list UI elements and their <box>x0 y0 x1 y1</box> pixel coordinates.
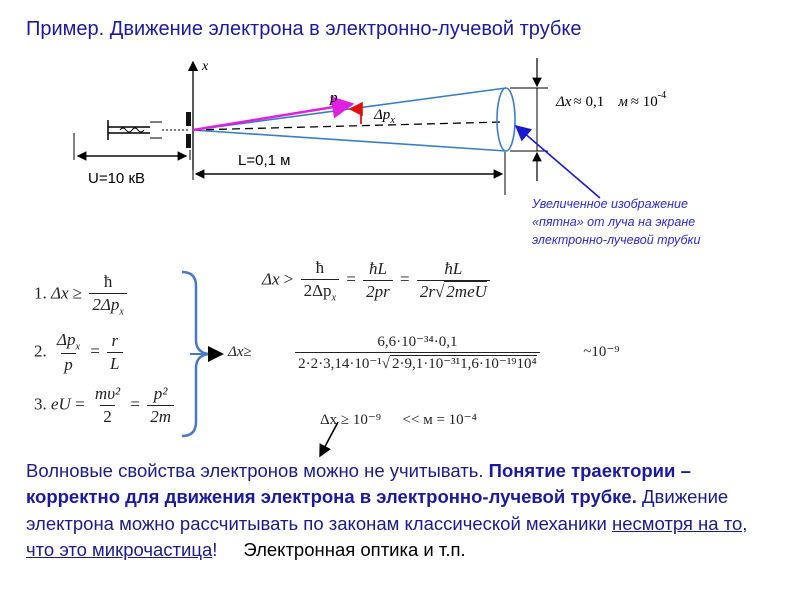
eq1-dx: Δx <box>51 283 69 303</box>
spot-size-label <box>555 90 666 110</box>
caption-line-1: Увеличенное изображение <box>532 197 688 211</box>
equation-3: 3. eU = $\frac{\text{mυ²}}{2}$ = $\frac{\text{p²}}{2m}$ <box>34 384 177 427</box>
result-equation <box>320 410 477 429</box>
numeric-calculation: Δx≥ $\frac{\text{6,6·10⁻³⁴·0,1}}{\text{2·2·3,14·10⁻¹√ 2·9,1·10⁻³¹1,6·10⁻¹⁹10⁴}}$ ~10⁻⁹ <box>228 334 620 372</box>
momentum-label: p <box>330 90 338 106</box>
calc-denominator-b: 2·9,1·10⁻³¹1,6·10⁻¹⁹10⁴ <box>392 356 537 372</box>
equation-1: 1. Δx ≥ $\frac{ħ}{2\Delta p_x}$ <box>34 272 130 317</box>
conclusion-part-3: Движение электрона можно рассчитывать по законам классической механики <box>26 486 729 534</box>
result-compare: << м = 10⁻⁴ <box>402 412 477 428</box>
beam-cone <box>193 88 515 151</box>
caption-line-3: электронно-лучевой трубки <box>532 232 701 247</box>
spot-exp: -4 <box>657 90 667 101</box>
delta-p-label <box>373 107 395 126</box>
electron-gun <box>108 120 188 140</box>
x-axis-label: x <box>202 59 209 74</box>
page-title: Пример. Движение электрона в электронно-лучевой трубке <box>26 18 582 40</box>
voltage-dimension <box>74 133 190 160</box>
conclusion-text <box>26 458 756 564</box>
spot-value: ≈ 0,1 <box>573 94 605 110</box>
uncertainty-equation: Δx > $\frac{ħ}{2\Delta p_x}$ = $\frac{ħL}{2pr}$ = $\frac{ħL}{\text{2r√ 2meU}}$ <box>262 258 493 303</box>
conclusion-part-6: Электронная оптика и т.п. <box>243 539 466 561</box>
conclusion-part-1: Волновые свойства электронов можно не учитывать. <box>26 460 489 481</box>
spot-eq: ≈ 10 <box>630 94 658 110</box>
equation-2: 2. $\frac{\Delta p_x}{p}$ = $\frac{r}{L}$ <box>34 330 126 375</box>
spot-caption <box>532 196 782 249</box>
spot-pointer-arrow <box>516 126 600 198</box>
conclusion-part-5: ! <box>212 539 218 561</box>
voltage-label: U=10 кВ <box>88 170 146 187</box>
delta-p-text: Δp <box>374 107 391 123</box>
spot-unit: м <box>618 94 628 110</box>
delta-p-subscript: x <box>390 115 395 126</box>
conclusion-part-2: Понятие траектории – корректно для движения электрона в электронно-лучевой трубке. <box>26 460 691 508</box>
caption-line-2: «пятна» от луча на экране <box>532 214 696 229</box>
result-dx: Δx ≥ 10⁻⁹ <box>320 412 382 428</box>
calc-denominator-a: 2·2·3,14·10⁻¹ <box>298 356 382 372</box>
calc-numerator: 6,6·10⁻³⁴·0,1 <box>377 334 458 350</box>
spot-dx: Δx <box>556 94 572 110</box>
length-label: L=0,1 м <box>238 152 291 169</box>
conclusion-part-4: несмотря на то, что это микрочастица <box>26 512 748 561</box>
calc-result: ~10⁻⁹ <box>583 343 620 360</box>
